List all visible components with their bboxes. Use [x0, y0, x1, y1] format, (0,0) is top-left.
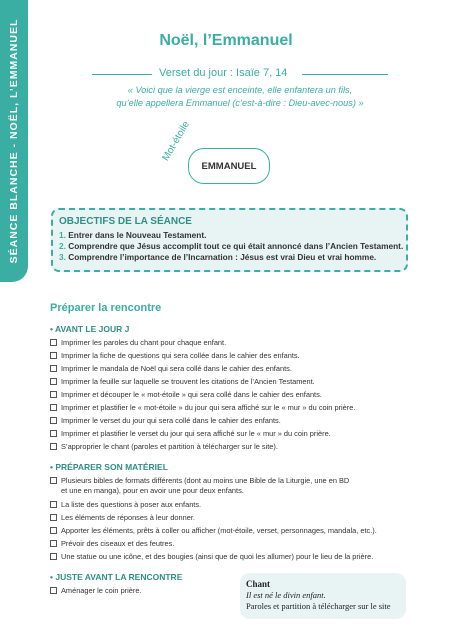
checkbox[interactable]	[50, 339, 57, 346]
item-text: Imprimer les paroles du chant pour chaque enfant.	[61, 338, 227, 347]
item-text: Imprimer la feuille sur laquelle se trouvent les citations de l’Ancien Testament.	[61, 377, 315, 386]
section-title: • PRÉPARER SON MATÉRIEL	[50, 462, 168, 472]
item-text: Les éléments de réponses à leur donner.	[61, 513, 195, 522]
chant-box	[240, 573, 406, 619]
checkbox[interactable]	[50, 553, 57, 560]
mot-etoile-label: Mot-étoile	[160, 119, 192, 163]
item-text: Imprimer et découper le « mot-étoile » qui sera collé dans le cahier des enfants.	[61, 390, 322, 399]
checklist-item	[50, 338, 226, 347]
item-text: Imprimer et plastifier le verset du jour qui sera affiché sur le « mur » du coin prière.	[61, 429, 331, 438]
objective-text: Entrer dans le Nouveau Testament.	[68, 230, 207, 240]
checklist-item	[50, 476, 349, 485]
prepare-heading: Préparer la rencontre	[50, 302, 162, 314]
checklist-item	[50, 513, 195, 522]
checklist-item-continued	[50, 486, 244, 495]
checklist-item	[50, 442, 278, 451]
checkbox[interactable]	[50, 527, 57, 534]
checklist-item	[50, 416, 281, 425]
checkbox[interactable]	[50, 477, 57, 484]
item-text: Apporter les éléments, prêts à coller ou afficher (mot-étoile, verset, personnages, mandala, etc.).	[61, 526, 377, 535]
verse-rule-right	[302, 74, 388, 75]
objective-number: 2.	[59, 241, 66, 251]
item-text: Une statue ou une icône, et des bougies (ainsi que de quoi les allumer) pour le lieu de la prière.	[61, 552, 374, 561]
checklist-item	[50, 500, 201, 509]
objective-item	[59, 252, 376, 262]
page-title: Noël, l’Emmanuel	[159, 32, 293, 49]
checkbox[interactable]	[50, 443, 57, 450]
checklist-item	[50, 429, 331, 438]
checkbox[interactable]	[50, 365, 57, 372]
verse-line-2: qu’elle appellera Emmanuel (c’est-à-dire : Dieu-avec-nous) »	[116, 98, 364, 108]
checkbox[interactable]	[50, 430, 57, 437]
checkbox[interactable]	[50, 391, 57, 398]
item-text: Plusieurs bibles de formats différents (dont au moins une Bible de la Liturgie, une en BD	[61, 476, 350, 485]
checklist-item	[50, 539, 174, 548]
item-text: Aménager le coin prière.	[61, 586, 142, 595]
checkbox[interactable]	[50, 587, 57, 594]
objective-number: 3.	[59, 252, 66, 262]
checklist-item	[50, 586, 142, 595]
mot-etoile-word: EMMANUEL	[201, 160, 257, 172]
item-text: Imprimer et plastifier le « mot-étoile » du jour qui sera affiché sur le « mur » du coin prière.	[61, 403, 356, 412]
checklist-item	[50, 390, 322, 399]
objective-text: Comprendre que Jésus accomplit tout ce qui était annoncé dans l’Ancien Testament.	[68, 241, 404, 251]
checklist-item	[50, 403, 355, 412]
objective-text: Comprendre l’importance de l’Incarnation : Jésus est vrai Dieu et vrai homme.	[68, 252, 377, 262]
objective-item	[59, 241, 403, 251]
checkbox[interactable]	[50, 514, 57, 521]
objective-item	[59, 230, 206, 240]
mot-etoile-box	[188, 148, 270, 184]
item-text: S’approprier le chant (paroles et partition à télécharger sur le site).	[61, 442, 278, 451]
checklist-item	[50, 351, 300, 360]
section-title: • AVANT LE JOUR J	[50, 324, 130, 334]
chant-title: Chant	[246, 579, 271, 589]
objectives-box	[51, 208, 408, 272]
checkbox[interactable]	[50, 404, 57, 411]
checklist-item	[50, 552, 373, 561]
checkbox[interactable]	[50, 540, 57, 547]
checkbox[interactable]	[50, 352, 57, 359]
verse-rule-left	[92, 74, 152, 75]
chant-subtitle: Il est né le divin enfant.	[246, 590, 326, 600]
section-title: • JUSTE AVANT LA RENCONTRE	[50, 572, 183, 582]
item-text: Prévoir des ciseaux et des feutres.	[61, 539, 175, 548]
checklist-item	[50, 377, 315, 386]
checkbox[interactable]	[50, 501, 57, 508]
checklist-item	[50, 364, 292, 373]
sidebar-label: SÉANCE BLANCHE - NOËL, L’EMMANUEL	[8, 18, 20, 264]
verse-text	[95, 84, 385, 110]
item-text: et une en manga), pour en avoir une pour deux enfants.	[61, 486, 244, 495]
item-text: Imprimer le verset du jour qui sera collé dans le cahier des enfants.	[61, 416, 281, 425]
verse-line-1: « Voici que la vierge est enceinte, elle enfantera un fils,	[127, 85, 353, 95]
objectives-title: OBJECTIFS DE LA SÉANCE	[59, 216, 192, 227]
checklist-item	[50, 526, 377, 535]
item-text: Imprimer la fiche de questions qui sera collée dans le cahier des enfants.	[61, 351, 300, 360]
checkbox[interactable]	[50, 417, 57, 424]
checkbox[interactable]	[50, 378, 57, 385]
objective-number: 1.	[59, 230, 66, 240]
item-text: La liste des questions à poser aux enfants.	[61, 500, 202, 509]
item-text: Imprimer le mandala de Noël qui sera collé dans le cahier des enfants.	[61, 364, 292, 373]
chant-note: Paroles et partition à télécharger sur le site	[246, 601, 391, 611]
verse-label: Verset du jour : Isaïe 7, 14	[155, 67, 291, 79]
